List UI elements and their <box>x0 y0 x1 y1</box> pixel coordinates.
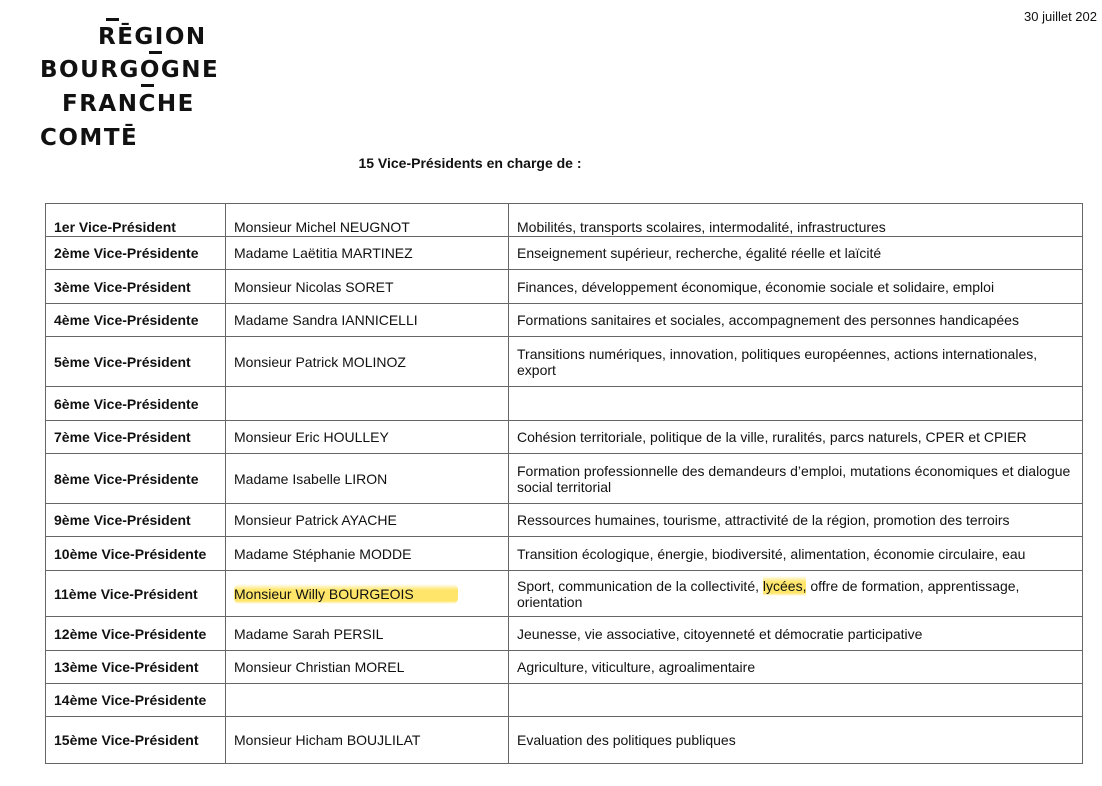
vice-president-domain: Formation professionnelle des demandeurs d’emploi, mutations économiques et dialogue social territorial <box>509 454 1083 504</box>
logo-line-2: BOURGOGNE <box>40 57 220 83</box>
vice-president-domain: Finances, développement économique, économie sociale et solidaire, emploi <box>509 270 1083 304</box>
vice-president-name: Madame Sarah PERSIL <box>226 617 509 651</box>
vice-president-domain: Transition écologique, énergie, biodiversité, alimentation, économie circulaire, eau <box>509 537 1083 571</box>
vice-president-domain: Formations sanitaires et sociales, accompagnement des personnes handicapées <box>509 304 1083 337</box>
vice-president-name: Madame Stéphanie MODDE <box>226 537 509 571</box>
vice-president-name: Monsieur Christian MOREL <box>226 651 509 684</box>
vice-president-title: 8ème Vice-Présidente <box>46 454 226 504</box>
vice-president-domain <box>509 571 1083 617</box>
table-row <box>46 571 1083 617</box>
logo-bar-2 <box>149 51 162 54</box>
vice-president-title: 13ème Vice-Président <box>46 651 226 684</box>
document-date: 30 juillet 202 <box>1024 9 1097 24</box>
table-row <box>46 270 1083 304</box>
vice-president-name: Monsieur Eric HOULLEY <box>226 421 509 454</box>
vice-president-title: 14ème Vice-Présidente <box>46 684 226 717</box>
logo-line-1: RĒGION <box>98 24 207 50</box>
vice-president-domain: Mobilités, transports scolaires, intermodalité, infrastructures <box>509 204 1083 237</box>
table-row <box>46 651 1083 684</box>
logo-line-4: COMTĒ <box>40 125 139 151</box>
vice-president-title: 12ème Vice-Présidente <box>46 617 226 651</box>
region-logo <box>40 20 220 155</box>
table-row <box>46 421 1083 454</box>
vice-president-domain: Enseignement supérieur, recherche, égalité réelle et laïcité <box>509 237 1083 270</box>
vice-president-name <box>226 571 509 617</box>
vice-president-name: Monsieur Hicham BOUJLILAT <box>226 717 509 764</box>
table-row <box>46 237 1083 270</box>
vice-president-title: 15ème Vice-Président <box>46 717 226 764</box>
table-row <box>46 717 1083 764</box>
table-row <box>46 617 1083 651</box>
vice-president-domain: Transitions numériques, innovation, politiques européennes, actions internationales, export <box>509 337 1083 387</box>
vice-president-name: Madame Isabelle LIRON <box>226 454 509 504</box>
vice-president-title: 7ème Vice-Président <box>46 421 226 454</box>
vice-president-name: Monsieur Patrick MOLINOZ <box>226 337 509 387</box>
page-heading: 15 Vice-Présidents en charge de : <box>358 155 582 171</box>
table-row <box>46 304 1083 337</box>
vice-president-name <box>226 684 509 717</box>
vice-president-name: Monsieur Patrick AYACHE <box>226 504 509 537</box>
vice-president-title: 10ème Vice-Présidente <box>46 537 226 571</box>
vice-president-domain: Jeunesse, vie associative, citoyenneté et démocratie participative <box>509 617 1083 651</box>
table-row <box>46 454 1083 504</box>
vice-president-title: 6ème Vice-Présidente <box>46 387 226 421</box>
vice-president-name: Monsieur Michel NEUGNOT <box>226 204 509 237</box>
logo-bar-3 <box>141 84 154 87</box>
vice-president-name <box>226 387 509 421</box>
table-row <box>46 387 1083 421</box>
table-row <box>46 504 1083 537</box>
vice-president-title: 9ème Vice-Président <box>46 504 226 537</box>
vice-president-title: 4ème Vice-Présidente <box>46 304 226 337</box>
table-row <box>46 337 1083 387</box>
highlighted-name: Monsieur Willy BOURGEOIS <box>234 584 458 604</box>
table-row <box>46 684 1083 717</box>
vice-president-name: Madame Laëtitia MARTINEZ <box>226 237 509 270</box>
domain-text-after: offre de formation, apprentissage, orientation <box>517 577 1020 610</box>
vice-president-domain: Evaluation des politiques publiques <box>509 717 1083 764</box>
highlighted-domain: lycées, <box>762 577 807 594</box>
vice-president-title: 11ème Vice-Président <box>46 571 226 617</box>
table-row <box>46 204 1083 237</box>
vice-president-domain: Ressources humaines, tourisme, attractivité de la région, promotion des terroirs <box>509 504 1083 537</box>
vice-president-name: Madame Sandra IANNICELLI <box>226 304 509 337</box>
vice-president-title: 1er Vice-Président <box>46 204 226 237</box>
logo-line-3: FRANCHE <box>62 91 195 117</box>
logo-bar-1 <box>106 18 119 21</box>
vice-presidents-table <box>45 203 1083 764</box>
vice-president-title: 5ème Vice-Président <box>46 337 226 387</box>
vice-president-name: Monsieur Nicolas SORET <box>226 270 509 304</box>
vice-president-domain <box>509 684 1083 717</box>
table-row <box>46 537 1083 571</box>
vice-president-domain: Agriculture, viticulture, agroalimentaire <box>509 651 1083 684</box>
vice-president-title: 3ème Vice-Président <box>46 270 226 304</box>
vice-president-domain: Cohésion territoriale, politique de la ville, ruralités, parcs naturels, CPER et CPIER <box>509 421 1083 454</box>
vice-president-title: 2ème Vice-Présidente <box>46 237 226 270</box>
vice-president-domain <box>509 387 1083 421</box>
domain-text-before: Sport, communication de la collectivité, <box>517 577 763 594</box>
